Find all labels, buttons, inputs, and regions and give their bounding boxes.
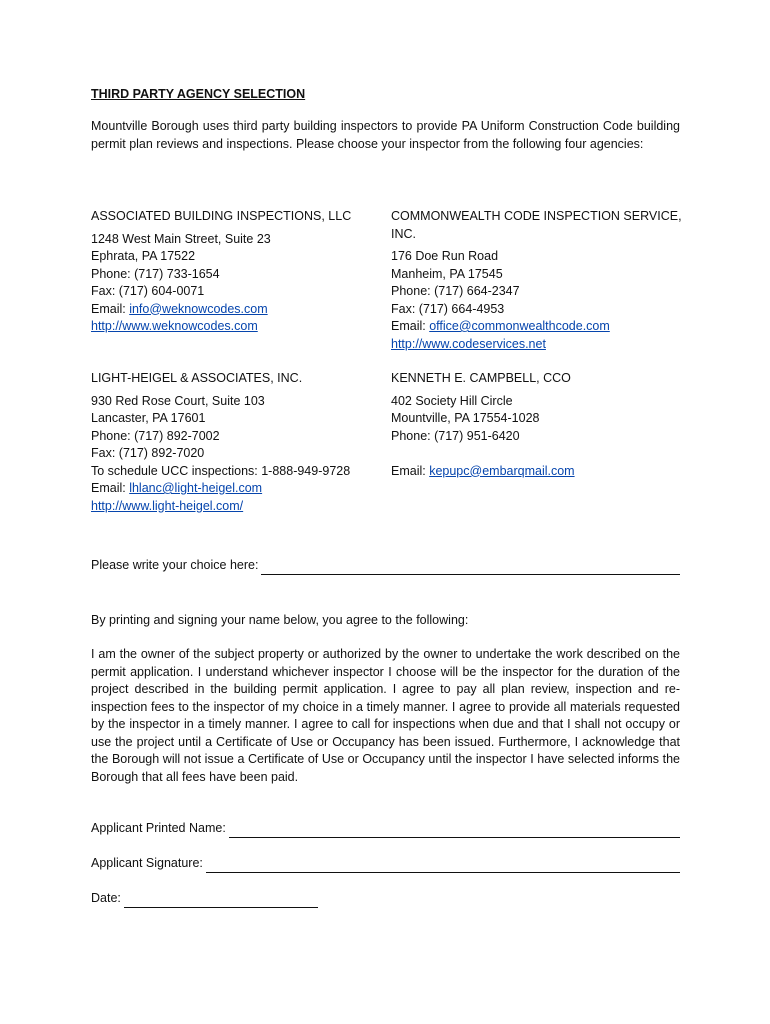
agreement-intro: By printing and signing your name below, you agree to the following: [91,613,469,627]
agency-associated-building [91,208,391,336]
choice-row [91,557,680,575]
agency-address-line1: 176 Doe Run Road [391,249,499,263]
agency-light-heigel [91,370,391,515]
email-label: Email: [91,301,130,316]
choice-field[interactable] [261,560,680,575]
agency-name: LIGHT-HEIGEL & ASSOCIATES, INC. [91,371,303,385]
agency-address-line2: Mountville, PA 17554-1028 [391,411,540,425]
blank-line [391,445,691,463]
printed-name-field[interactable] [229,823,680,838]
agency-name: ASSOCIATED BUILDING INSPECTIONS, LLC [91,209,352,223]
email-label: Email: [391,463,430,478]
agency-email-link[interactable]: kepupc@embarqmail.com [429,463,575,478]
date-row [91,890,318,908]
agency-address-line1: 1248 West Main Street, Suite 23 [91,231,271,246]
agency-email-row [91,480,391,498]
agency-name: COMMONWEALTH CODE INSPECTION SERVICE, INC. [391,209,682,241]
agency-phone: Phone: (717) 664-2347 [391,284,520,298]
agency-fax: Fax: (717) 604-0071 [91,284,205,298]
document-title: THIRD PARTY AGENCY SELECTION [91,87,306,101]
agency-email-row [91,301,391,319]
agency-website-link[interactable]: http://www.codeservices.net [391,336,546,351]
agency-name: KENNETH E. CAMPBELL, CCO [391,371,571,385]
email-label: Email: [91,481,130,495]
agency-email-link[interactable]: office@commonwealthcode.com [429,319,610,333]
agency-schedule: To schedule UCC inspections: 1-888-949-9728 [91,463,351,478]
agency-fax: Fax: (717) 664-4953 [391,301,505,316]
agency-address-line2: Manheim, PA 17545 [391,266,503,281]
agency-website-link[interactable]: http://www.weknowcodes.com [91,319,258,333]
agency-phone: Phone: (717) 892-7002 [91,428,220,443]
agency-website-link[interactable]: http://www.light-heigel.com/ [91,498,244,513]
intro-paragraph: Mountville Borough uses third party building inspectors to provide PA Uniform Construction Code building permit plan reviews and inspections. Please choose your inspector from the following four agencies: [91,119,680,151]
printed-name-row [91,820,680,838]
choice-label: Please write your choice here: [91,558,259,572]
agency-phone: Phone: (717) 733-1654 [91,266,220,281]
agency-email-link[interactable]: info@weknowcodes.com [129,301,268,316]
date-field[interactable] [124,893,318,908]
printed-name-label: Applicant Printed Name: [91,821,226,835]
agency-phone: Phone: (717) 951-6420 [391,428,520,443]
signature-label: Applicant Signature: [91,856,203,870]
agency-kenneth-campbell [391,370,691,480]
agreement-body: I am the owner of the subject property or authorized by the owner to undertake the work described on the permit application. I understand whichever inspector I choose will be the inspector for the duration of the project described in the building permit application. I agree to pay all plan review, inspection and re-inspection fees to the inspector of my choice in a timely manner. I agree to provide all materials requested by the inspector in a timely manner. I agree to call for inspections when due and that I shall not occupy or use the project until a Certificate of Use or Occupancy has been issued. Furthermore, I acknowledge that the Borough will not issue a Certificate of Use or Occupancy until the inspector I have selected informs the Borough that all fees have been paid. [91,647,680,784]
agency-email-row [391,318,691,336]
agency-email-row [391,463,691,481]
signature-row [91,855,680,873]
agency-commonwealth-code [391,208,691,353]
signature-field[interactable] [206,858,680,873]
date-label: Date: [91,891,121,905]
agency-address-line2: Ephrata, PA 17522 [91,249,196,263]
agency-address-line2: Lancaster, PA 17601 [91,411,206,425]
agency-address-line1: 930 Red Rose Court, Suite 103 [91,393,265,408]
agency-address-line1: 402 Society Hill Circle [391,393,513,408]
agency-fax: Fax: (717) 892-7020 [91,446,205,460]
email-label: Email: [391,319,430,333]
agency-email-link[interactable]: lhlanc@light-heigel.com [129,481,263,495]
